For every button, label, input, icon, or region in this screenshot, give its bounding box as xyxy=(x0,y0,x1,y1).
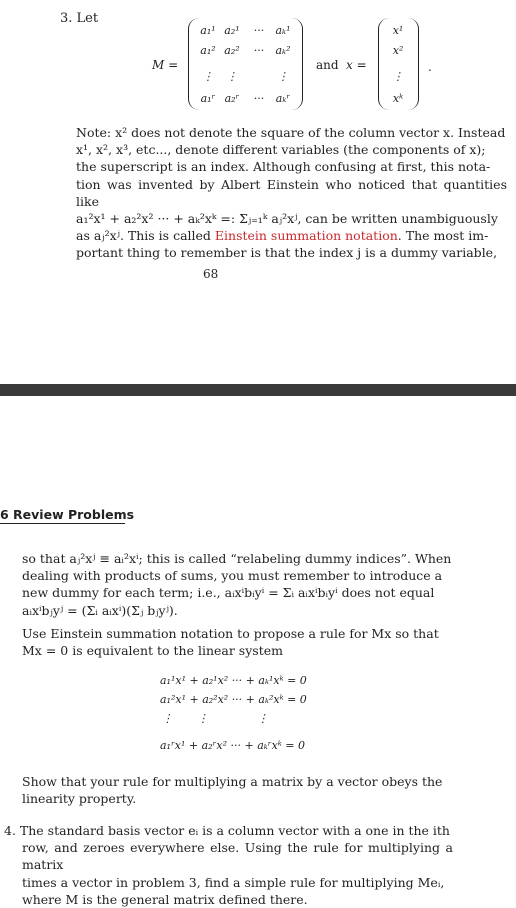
para-line: 4. The standard basis vector eᵢ is a column vector with a one in the ith xyxy=(4,823,450,838)
linearity-paragraph xyxy=(22,773,453,807)
system-line: ⋮ ⋮ ⋮ xyxy=(162,712,269,725)
note-text: . The most im- xyxy=(397,228,489,244)
period: . xyxy=(428,60,432,74)
vector-entry: x² xyxy=(392,44,404,57)
para-line: aᵢxⁱbⱼyʲ = (Σᵢ aᵢxⁱ)(Σⱼ bⱼyʲ). xyxy=(22,602,178,618)
matrix-label: M = xyxy=(152,58,179,72)
page-bottom xyxy=(0,396,516,907)
matrix-entry: a₂² xyxy=(224,44,240,57)
vector-entry: xᵏ xyxy=(392,92,404,105)
vector-entry: ⋮ xyxy=(392,70,404,83)
matrix-entry: aₖ¹ xyxy=(275,24,291,37)
para-line: so that aⱼ²xʲ ≡ aᵢ²xⁱ; this is called “relabeling dummy indices”. When xyxy=(22,551,452,566)
system-line: a₁ʳx¹ + a₂ʳx² ··· + aₖʳxᵏ = 0 xyxy=(160,739,306,752)
and-word: and xyxy=(316,58,339,72)
matrix-entry: a₂¹ xyxy=(224,24,240,37)
vector-entry: x¹ xyxy=(392,24,404,37)
note-line: portant thing to remember is that the index j is a dummy variable, xyxy=(76,245,498,261)
note-line xyxy=(76,227,507,244)
para-line: times a vector in problem 3, find a simple rule for multiplying Meᵢ, xyxy=(22,874,445,890)
note-line: x¹, x², x³, etc..., denote different variables (the components of x); xyxy=(76,142,486,158)
page-separator xyxy=(0,384,516,396)
section-rule xyxy=(0,523,125,524)
note-line: a₁²x¹ + a₂²x² ··· + aₖ²xᵏ =: Σⱼ₌₁ᵏ aⱼ²xʲ, can be written unambiguously xyxy=(76,211,498,227)
note-line: tion was invented by Albert Einstein who noticed that quantities like xyxy=(76,176,507,209)
matrix-entry: a₁¹ xyxy=(200,24,216,37)
matrix-entry: a₁ʳ xyxy=(200,92,216,105)
system-line: a₁¹x¹ + a₂¹x² ··· + aₖ¹xᵏ = 0 xyxy=(160,674,307,687)
problem-4 xyxy=(4,822,453,908)
matrix-entry: a₁² xyxy=(200,44,216,57)
para-line: new dummy for each term; i.e., aᵢxⁱbᵢyⁱ = Σᵢ aᵢxⁱbᵢyⁱ does not equal xyxy=(22,585,435,601)
system-line: a₁²x¹ + a₂²x² ··· + aₖ²xᵏ = 0 xyxy=(160,693,307,706)
problem-3-label: 3. Let xyxy=(60,11,99,26)
para-line: Use Einstein summation notation to propose a rule for Mx so that xyxy=(22,626,439,641)
para-line: Show that your rule for multiplying a matrix by a vector obeys the xyxy=(22,774,443,789)
rule-paragraph xyxy=(22,625,453,659)
matrix-entry: ··· xyxy=(253,92,265,105)
para-line: linearity property. xyxy=(22,791,137,807)
matrix-entry: aₖʳ xyxy=(275,92,291,105)
matrix-entry: ⋮ xyxy=(226,70,238,83)
note-text: as aⱼ²xʲ. This is called xyxy=(76,228,211,244)
relabeling-paragraph xyxy=(22,550,453,619)
einstein-link[interactable]: Einstein summation notation xyxy=(214,228,398,244)
para-line: Mx = 0 is equivalent to the linear system xyxy=(22,643,283,659)
matrix-entry: a₂ʳ xyxy=(224,92,240,105)
para-line: row, and zeroes everywhere else. Using the rule for multiplying a matrix xyxy=(22,840,453,873)
matrix-entry: ··· xyxy=(253,24,265,37)
page-top xyxy=(0,0,516,384)
matrix-entry: ⋮ xyxy=(277,70,289,83)
para-line: dealing with products of sums, you must remember to introduce a xyxy=(22,568,443,584)
note-line: Note: x² does not denote the square of the column vector x. Instead xyxy=(76,125,506,140)
matrix-entry: ⋮ xyxy=(202,70,214,83)
note-paragraph xyxy=(76,124,507,262)
note-line: the superscript is an index. Although confusing at first, this nota- xyxy=(76,159,491,175)
matrix-entry: aₖ² xyxy=(275,44,291,57)
section-title: 6 Review Problems xyxy=(0,507,135,522)
para-line: where M is the general matrix defined there. xyxy=(22,891,308,907)
page-number: 68 xyxy=(203,267,219,281)
matrix-entry: ··· xyxy=(253,44,265,57)
vector-label: x = xyxy=(346,58,367,72)
